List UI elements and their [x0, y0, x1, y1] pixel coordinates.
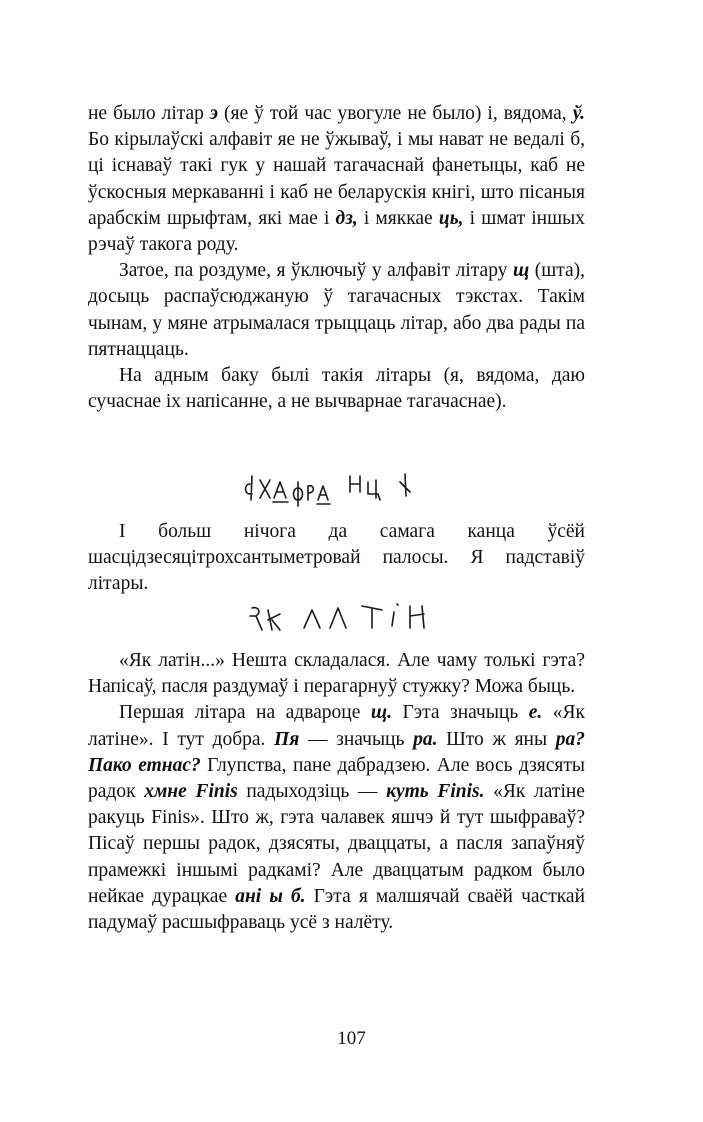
italic-span: е.	[528, 702, 543, 724]
text-span: «Як латіне ракуць Finis». Што ж, гэта чалавек яшчэ й тут шыфраваў? Пісаў першы радок, дзясяты, дваццаты, а пасля запаўняў прамежкі іншымі радкамі? Але дваццатым радком было нейкае дурацкае	[88, 781, 585, 907]
italic-span: куть Finis.	[386, 781, 485, 803]
text-span: «Як латіне». І тут добра.	[88, 702, 585, 750]
italic-span: ра.	[413, 728, 438, 750]
italic-span: дз,	[335, 207, 358, 229]
text-span: (шта), досыць распаўсюджаную ў тагачасных тэкстах. Такім чынам, у мяне атрымалася трыццаць літар, або два рады па пятнаццаць.	[88, 260, 586, 360]
cipher-glyphs-row-1	[240, 462, 430, 514]
text-span: Што ж яны	[437, 728, 556, 750]
text-span: і шмат іншых рэчаў такога роду.	[88, 207, 585, 256]
page-number: 107	[337, 1028, 366, 1049]
text-span: падыходзіць —	[237, 781, 387, 803]
italic-span: ць,	[438, 207, 464, 229]
italic-span: ра? Пако етнас?	[88, 728, 586, 776]
italic-span: щ.	[370, 702, 392, 724]
italic-span: Пя	[274, 728, 300, 750]
italic-span: щ	[512, 260, 530, 282]
paragraph	[88, 519, 585, 598]
text-span: і мяккае	[357, 207, 439, 229]
cipher-glyphs-row-2	[242, 596, 432, 642]
text-span: (яе ў той час увогуле не было) і, вядома,	[218, 103, 573, 124]
text-span: Гэта я малшячай сваёй часткай падумаў расшыфраваць усё з налёту.	[88, 885, 585, 934]
text-block-top	[88, 101, 585, 415]
paragraph	[88, 648, 585, 700]
italic-span: э	[209, 103, 219, 124]
text-span: І больш нічога да самага канца ўсёй шасцідзесяцітрохсантыметровай палосы. Я падставіў літары.	[88, 521, 585, 595]
text-span: Першая літара на адвароце	[119, 702, 371, 724]
text-span: Глупства, пане дабрадзею. Але вось дзясяты радок	[88, 754, 585, 803]
text-span: Бо кірылаўскі алфавіт яе не ўжываў, і мы нават не ведалі б, ці існаваў такі гук у нашай тагачаснай фанетыцы, каб не ўскосныя меркаванні і каб не беларускія кнігі, што пісаныя арабскім шрыфтам, які мае і	[88, 129, 585, 229]
text-span: не было літар	[88, 103, 210, 124]
italic-span: ані ы б.	[235, 885, 306, 907]
italic-span: ў.	[572, 103, 585, 124]
paragraph	[88, 700, 585, 936]
text-span: — значыць	[299, 728, 414, 750]
text-span: Гэта значыць	[392, 702, 529, 724]
paragraph	[88, 363, 585, 415]
text-span: На адным баку былі такія літары (я, вядома, даю сучаснае іх напісанне, а не вычварнае тагачаснае).	[88, 365, 585, 413]
paragraph	[88, 101, 585, 258]
text-block-bottom	[88, 648, 585, 936]
text-span: Затое, па роздуме, я ўключыў у алфавіт літару	[119, 260, 513, 282]
italic-span: хмне Finis	[144, 781, 238, 803]
text-span: «Як латін...» Нешта складалася. Але чаму толькі гэта? Напісаў, пасля раздумаў і перагарнуў стужку? Можа быць.	[88, 650, 585, 698]
text-block-middle	[88, 519, 585, 598]
paragraph	[88, 258, 585, 363]
